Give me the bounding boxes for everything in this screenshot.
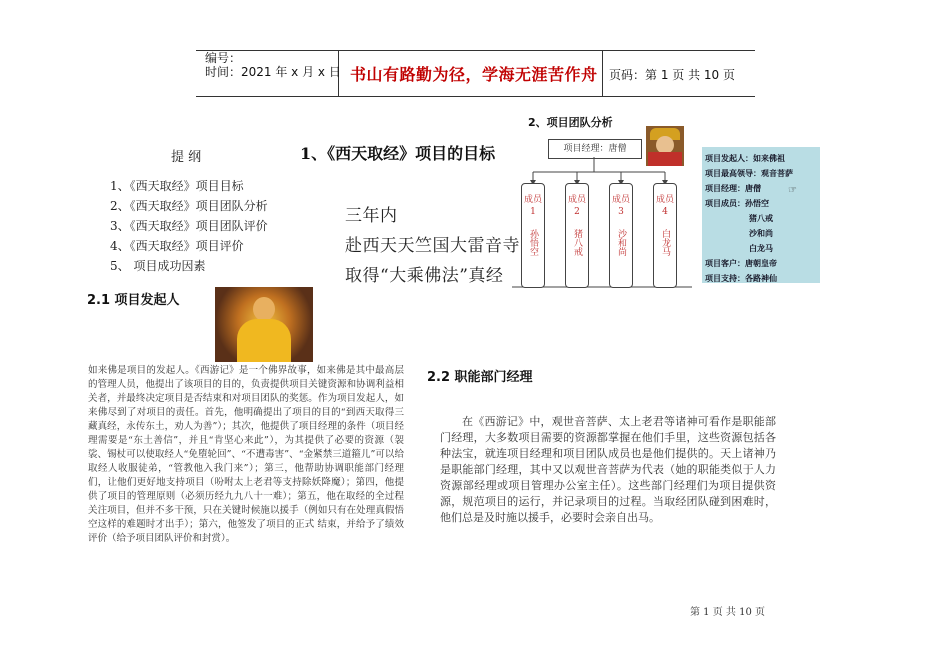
document-number: 编号：: [205, 51, 242, 65]
header-motto: 书山有路勤为径，学海无涯苦作舟: [350, 65, 598, 84]
role-line: 项目最高领导：观音菩萨: [705, 169, 793, 178]
role-line: 项目经理：唐僧: [705, 184, 761, 193]
member-name: 白龙马: [660, 228, 670, 256]
header-page-number: 页码：第 1 页 共 10 页: [609, 68, 735, 82]
project-roles-panel: [702, 147, 820, 283]
member-label: 成员: [567, 195, 586, 205]
team-member-box: [521, 183, 545, 288]
mouse-cursor-icon: ☞: [788, 185, 797, 196]
member-label: 成员: [611, 195, 630, 205]
section21-title: 2.1 项目发起人: [87, 293, 180, 308]
section21-paragraph: 如来佛是项目的发起人。《西游记》是一个佛界故事，如来佛是其中最高层的管理人员，他提出了该项目的目的，负责提供项目关键资源和协调利益相关者，并最终决定项目是否结束和对项目团队的奖惩。作为项目发起人，如来佛尽到了对项目的责任。首先，他明确提出了项目的目的“到西天取得三藏真经，永传东土，劝人为善”）；其次，他提供了项目经理的条件（项目经理需要是“东土善信”，并且“肯坚心来此”），为其提供了必要的资源（袈裟、锡杖可以使取经人“免堕轮回”、“不遭毒害”、“金紧禁三道箍儿”可以给取经人收服徒弟，“管教他入我门来”）；第三，他帮助协调职能部门经理们，让他们更好地支持项目（吩咐太上老君等支持除妖降魔）；第四，他提供了项目的管理原则（必须历经九九八十一难）；第五，他在取经的全过程关注项目，但并不多干预，只在关键时候施以援手（例如只有在处理真假悟空这样的难题时才出手）；第六，他签发了项目的正式 结束，并给予了绩效评价（给予项目团队评价和封赏）。: [88, 365, 404, 544]
member-number: 4: [662, 207, 668, 217]
member-label: 成员: [523, 195, 542, 205]
role-line: 项目客户：唐朝皇帝: [705, 259, 777, 268]
team-member-box: [565, 183, 589, 288]
member-label: 成员: [655, 195, 674, 205]
member-name: 沙和尚: [616, 228, 626, 256]
role-line: 猪八戒: [749, 214, 773, 223]
role-line: 项目支持：各路神仙: [705, 274, 777, 283]
goal-line: 三年内: [345, 206, 398, 226]
outline-item: 4、《西天取经》项目评价: [110, 239, 244, 253]
member-number: 3: [618, 207, 624, 217]
role-line: 项目发起人：如来佛祖: [705, 154, 785, 163]
section22-paragraph: 在《西游记》中，观世音菩萨、太上老君等诸神可看作是职能部门经理，大多数项目需要的资源都掌握在他们手里，这些资源包括各种法宝，就连项目经理和项目团队成员也是他们提供的。天上诸神乃是职能部门经理，其中又以观世音菩萨为代表（她的职能类似于人力资源部经理或项目管理办公室主任）。这些部门经理们为项目提供资源，规范项目的运行，并记录项目的过程。当取经团队碰到困难时，他们总是及时施以援手，必要时会亲自出马。: [440, 415, 776, 524]
member-number: 1: [530, 207, 536, 217]
outline-item: 3、《西天取经》项目团队评价: [110, 219, 268, 233]
team-member-box: [609, 183, 633, 288]
footer-page-number: 第 1 页 共 10 页: [690, 607, 765, 618]
rulai-buddha-image: [215, 287, 313, 362]
team-member-box: [653, 183, 677, 288]
member-name: 孙悟空: [528, 228, 538, 256]
manager-box: 项目经理：唐僧: [548, 139, 642, 159]
outline-title: 提 纲: [171, 150, 202, 165]
section1-title: 1、《西天取经》项目的目标: [300, 144, 496, 163]
role-line: 白龙马: [749, 244, 773, 253]
member-number: 2: [574, 207, 580, 217]
section2-title: 2、项目团队分析: [528, 116, 613, 129]
role-line: 项目成员：孙悟空: [705, 199, 769, 208]
document-date: 时间：2021 年 x 月 x 日: [205, 65, 341, 79]
outline-item: 5、 项目成功因素: [110, 259, 206, 273]
goal-line: 赴西天天竺国大雷音寺: [345, 236, 520, 256]
outline-item: 1、《西天取经》项目目标: [110, 179, 244, 193]
section22-title: 2.2 职能部门经理: [427, 370, 533, 385]
member-name: 猪八戒: [572, 228, 582, 256]
goal-line: 取得“大乘佛法”真经: [345, 266, 504, 286]
outline-item: 2、《西天取经》项目团队分析: [110, 199, 268, 213]
role-line: 沙和尚: [749, 229, 773, 238]
